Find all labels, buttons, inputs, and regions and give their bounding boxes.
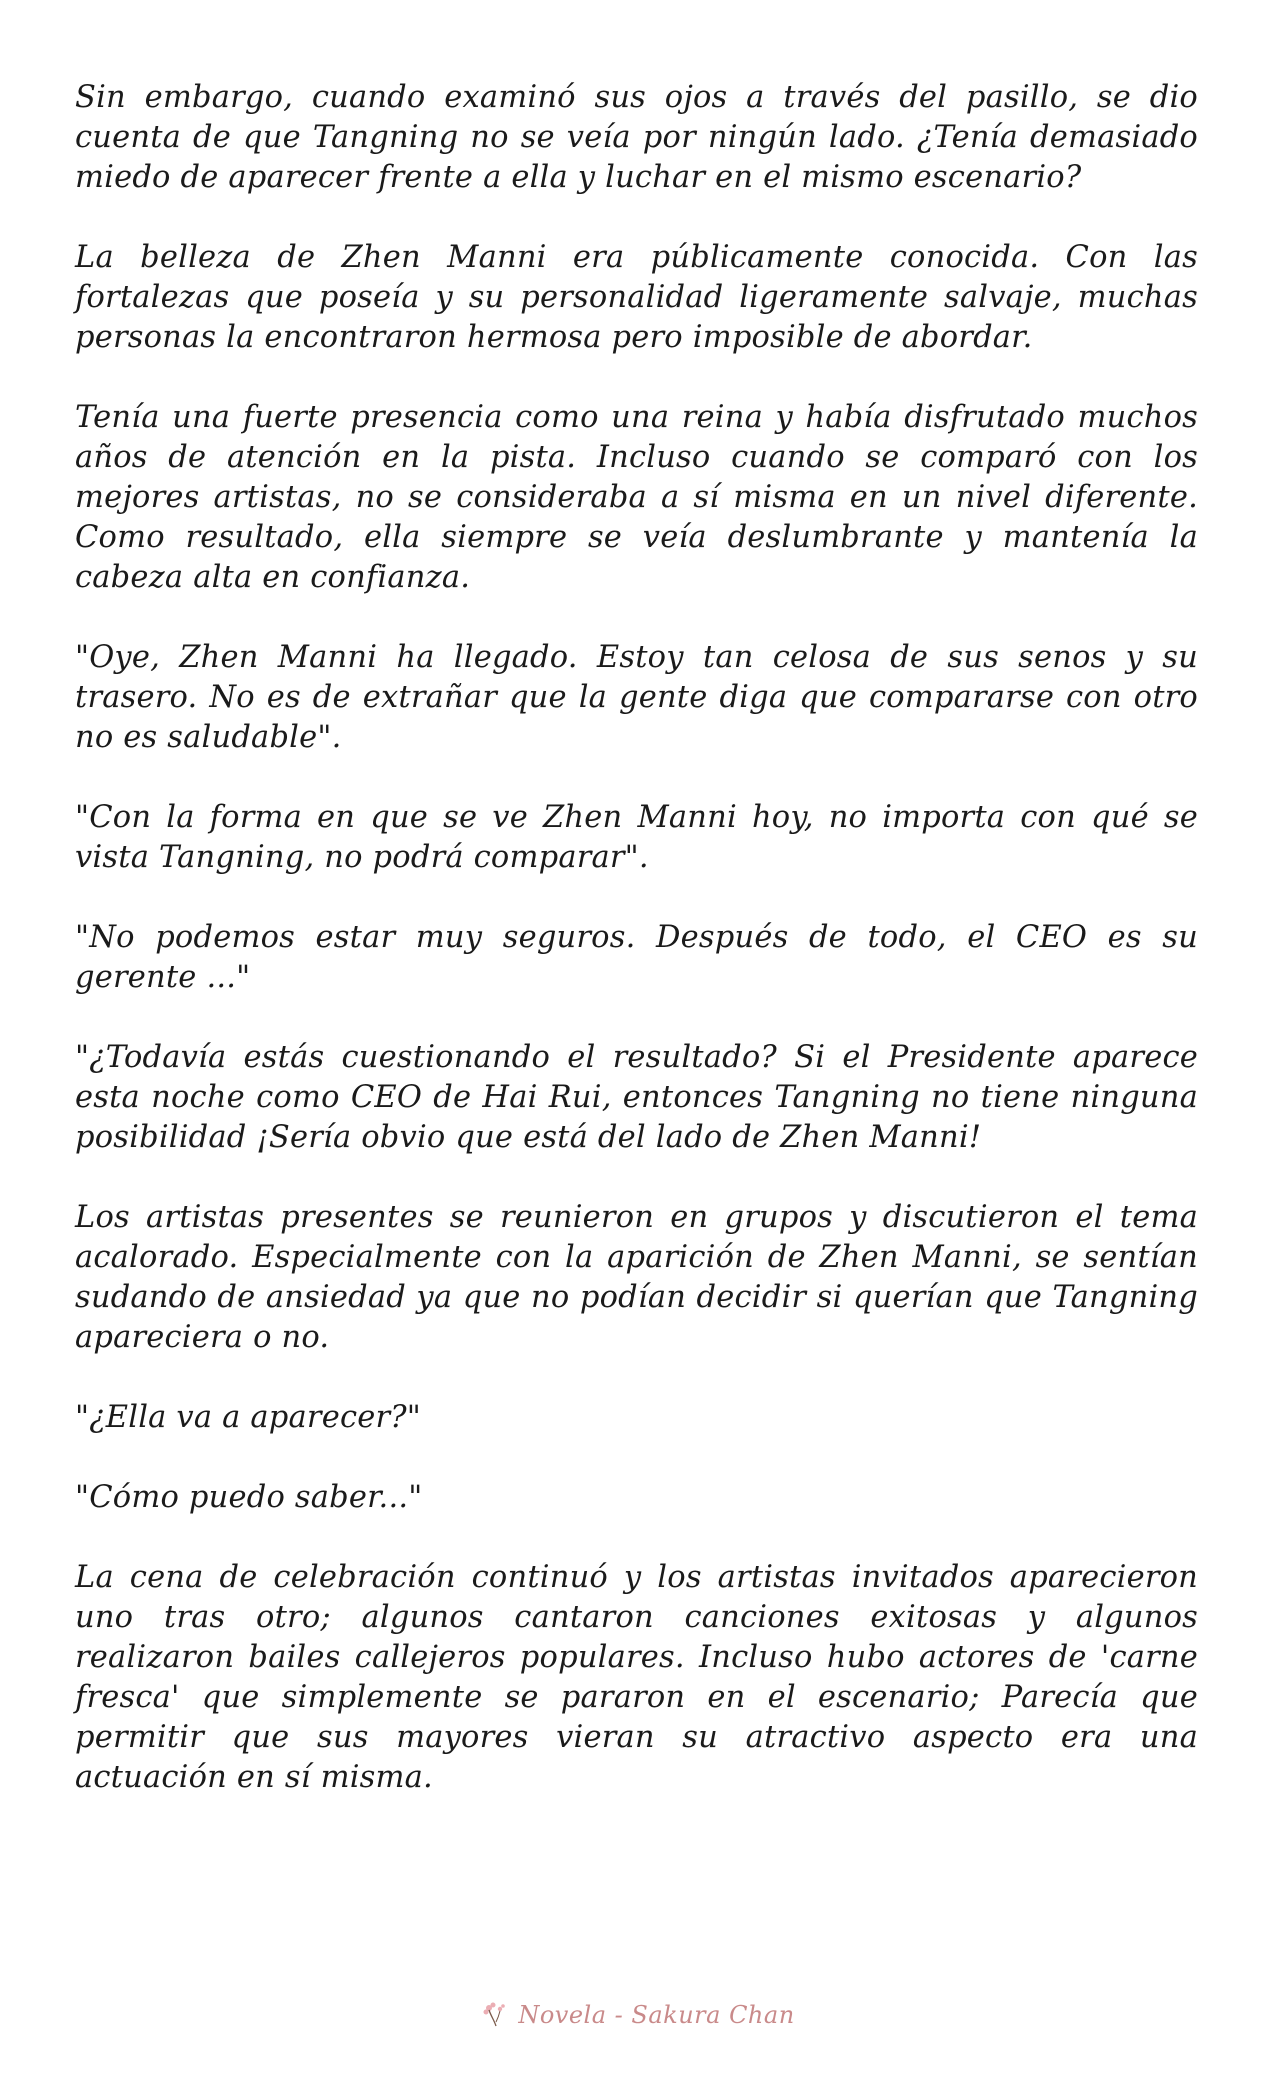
paragraph: Tenía una fuerte presencia como una reina y había disfrutado muchos años de atención en la pista. Incluso cuando se comparó con los mejores artistas, no se consideraba a sí misma en un nivel diferente. Como resultado, ella siempre se veía deslumbrante y mantenía la cabeza alta en confianza. (75, 400, 1198, 595)
paragraph: "Oye, Zhen Manni ha llegado. Estoy tan celosa de sus senos y su trasero. No es de extrañar que la gente diga que compararse con otro no es saludable". (75, 640, 1198, 755)
paragraph: "Cómo puedo saber..." (75, 1480, 423, 1515)
paragraph: "¿Ella va a aparecer?" (75, 1400, 422, 1435)
watermark-text: Novela - Sakura Chan (518, 2001, 795, 2029)
sakura-flower-icon (480, 2000, 510, 2030)
paragraph: Sin embargo, cuando examinó sus ojos a través del pasillo, se dio cuenta de que Tangning no se veía por ningún lado. ¿Tenía demasiado miedo de aparecer frente a ella y luchar en el mismo escenario? (75, 80, 1198, 195)
paragraph: "No podemos estar muy seguros. Después de todo, el CEO es su gerente ..." (75, 920, 1198, 995)
paragraph: Los artistas presentes se reunieron en grupos y discutieron el tema acalorado. Especialmente con la aparición de Zhen Manni, se sentían sudando de ansiedad ya que no podían decidir si querían que Tangning apareciera o no. (75, 1200, 1198, 1355)
watermark-inner (480, 2000, 794, 2030)
paragraph: La belleza de Zhen Manni era públicamente conocida. Con las fortalezas que poseía y su personalidad ligeramente salvaje, muchas personas la encontraron hermosa pero imposible de abordar. (75, 240, 1198, 355)
watermark (0, 1995, 1275, 2035)
document-body (75, 78, 1198, 1838)
paragraph: "Con la forma en que se ve Zhen Manni hoy, no importa con qué se vista Tangning, no podrá comparar". (75, 800, 1198, 875)
paragraph: "¿Todavía estás cuestionando el resultado? Si el Presidente aparece esta noche como CEO de Hai Rui, entonces Tangning no tiene ninguna posibilidad ¡Sería obvio que está del lado de Zhen Manni! (75, 1040, 1198, 1155)
paragraph: La cena de celebración continuó y los artistas invitados aparecieron uno tras otro; algunos cantaron canciones exitosas y algunos realizaron bailes callejeros populares. Incluso hubo actores de 'carne fresca' que simplemente se pararon en el escenario; Parecía que permitir que sus mayores vieran su atractivo aspecto era una actuación en sí misma. (75, 1560, 1198, 1795)
